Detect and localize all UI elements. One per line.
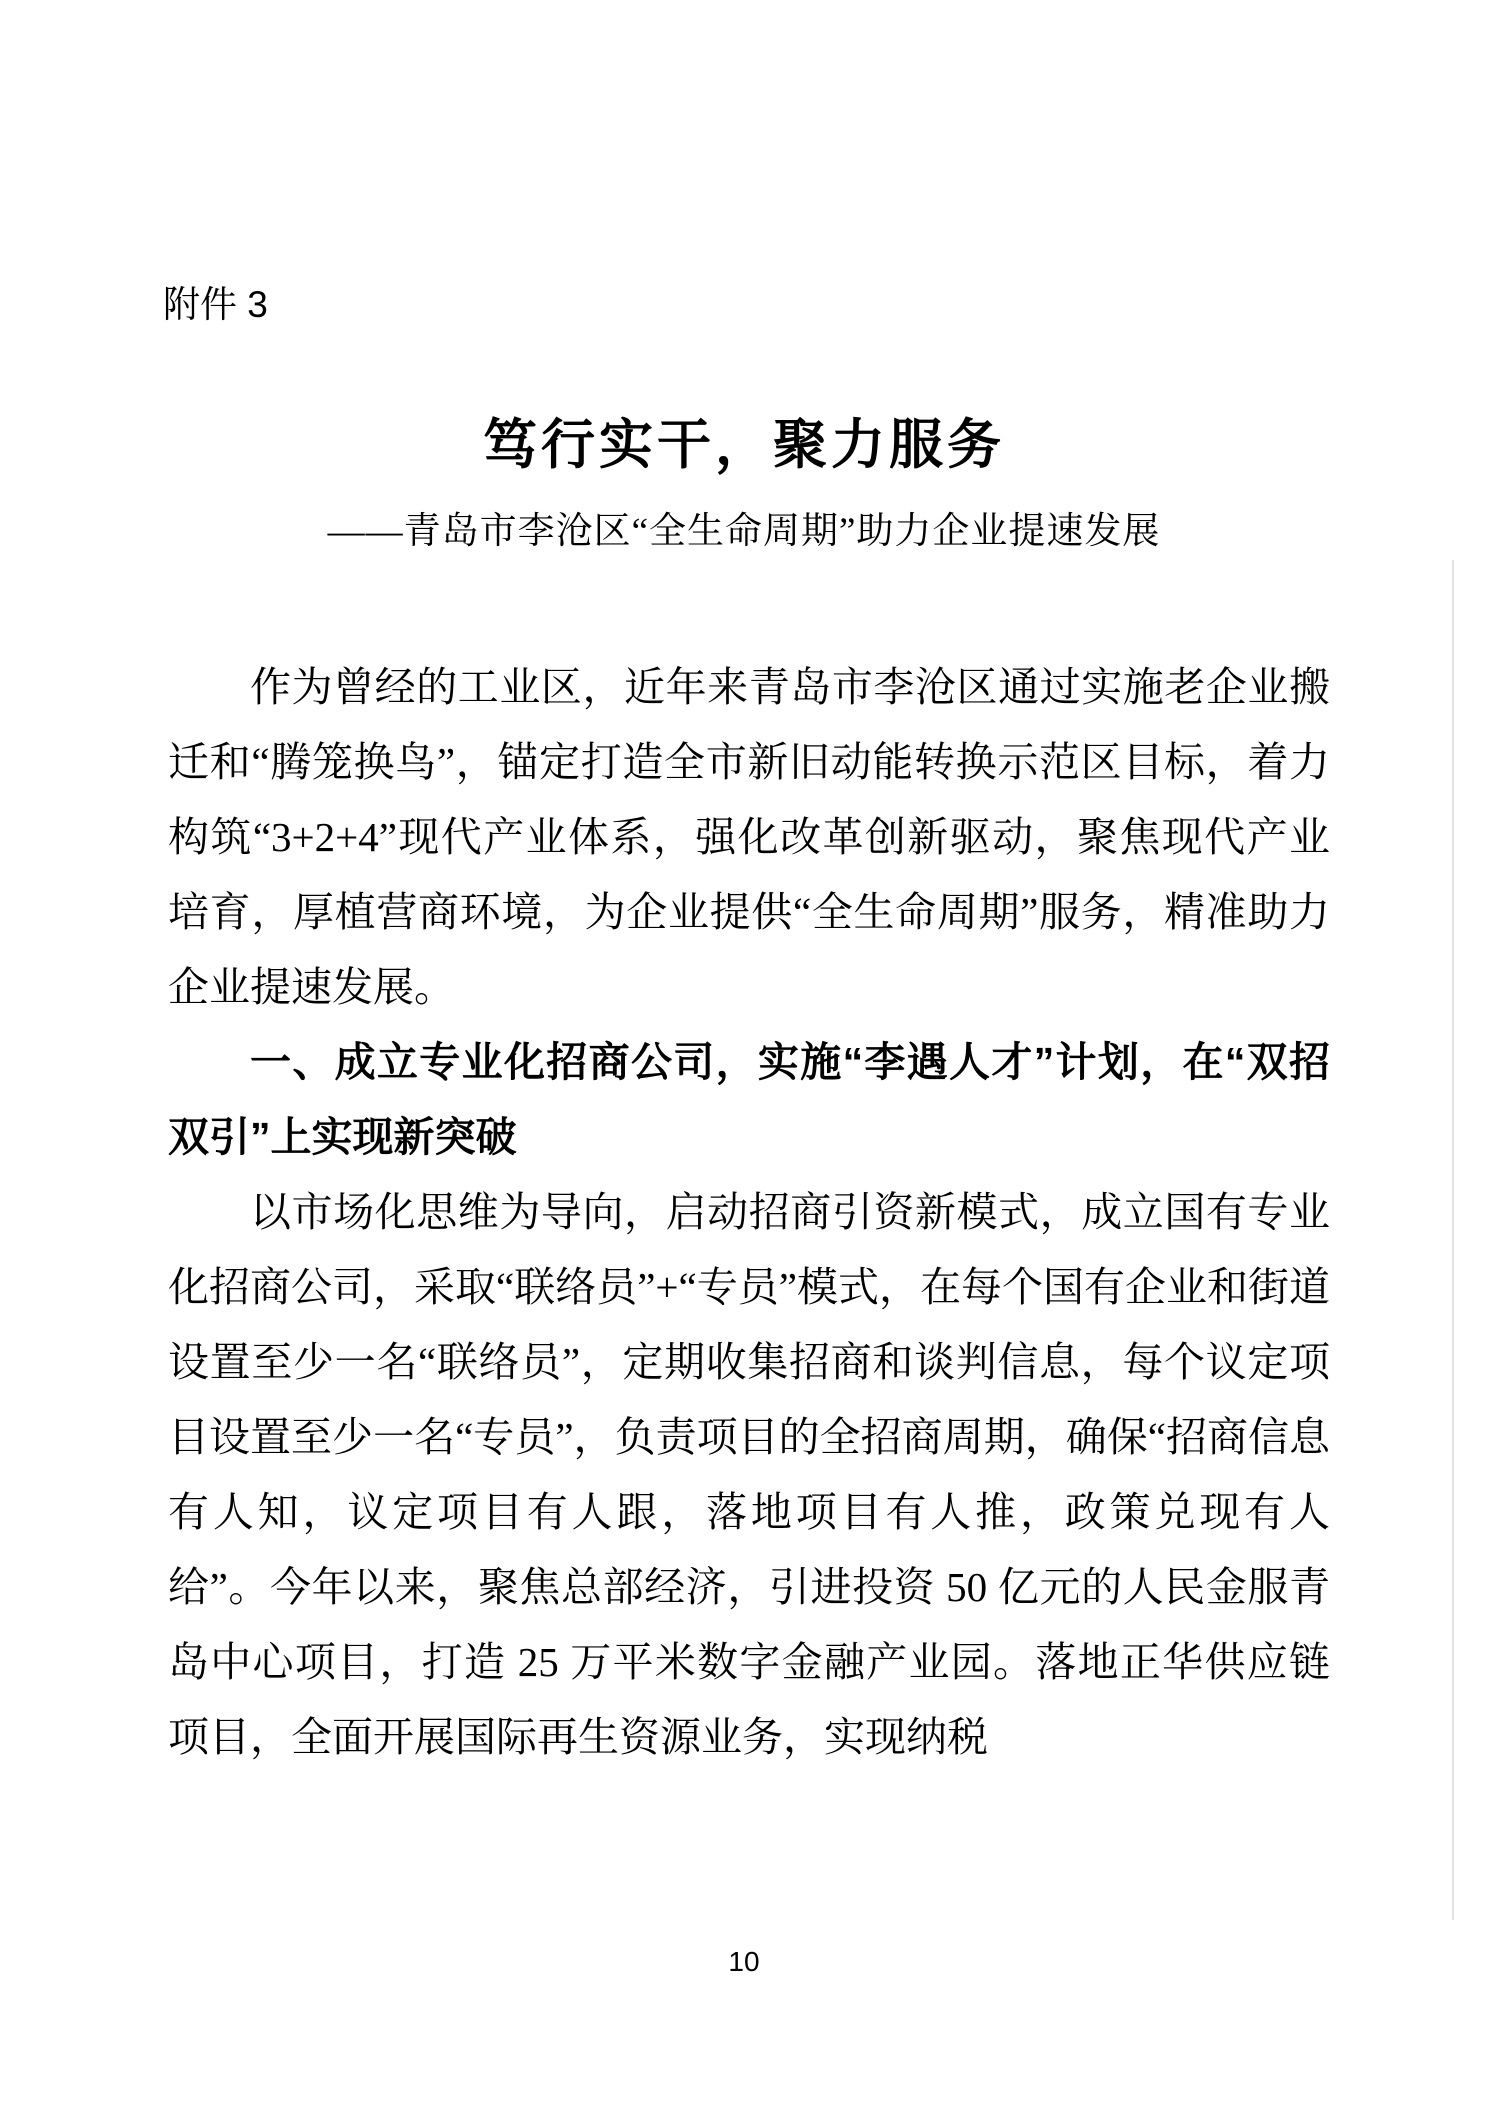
attachment-label: 附件 3	[163, 284, 268, 325]
document-title: 笃行实干，聚力服务	[483, 415, 1005, 475]
page-number: 10	[728, 1946, 760, 1977]
paragraph-section-1: 以市场化思维为导向，启动招商引资新模式，成立国有专业化招商公司，采取“联络员”+“专员”模式，在每个国有企业和街道设置至少一名“联络员”，定期收集招商和谈判信息，每个议定项目设置至少一名“专员”，负责项目的全招商周期，确保“招商信息有人知，议定项目有人跟，落地项目有人推，政策兑现有人给”。今年以来，聚焦总部经济，引进投资 50 亿元的人民金服青岛中心项目，打造 25 万平米数字金融产业园。落地正华供应链项目，全面开展国际再生资源业务，实现纳税	[168, 1189, 1330, 1760]
section-heading-1: 一、成立专业化招商公司，实施“李遇人才”计划，在“双招双引”上实现新突破	[168, 1039, 1330, 1160]
document-body	[168, 650, 1330, 1775]
document-subtitle: ——青岛市李沧区“全生命周期”助力企业提速发展	[327, 511, 1161, 552]
scan-artifact-line	[1452, 560, 1454, 1920]
paragraph-intro: 作为曾经的工业区，近年来青岛市李沧区通过实施老企业搬迁和“腾笼换鸟”，锚定打造全市新旧动能转换示范区目标，着力构筑“3+2+4”现代产业体系，强化改革创新驱动，聚焦现代产业培育，厚植营商环境，为企业提供“全生命周期”服务，精准助力企业提速发展。	[168, 664, 1330, 1010]
